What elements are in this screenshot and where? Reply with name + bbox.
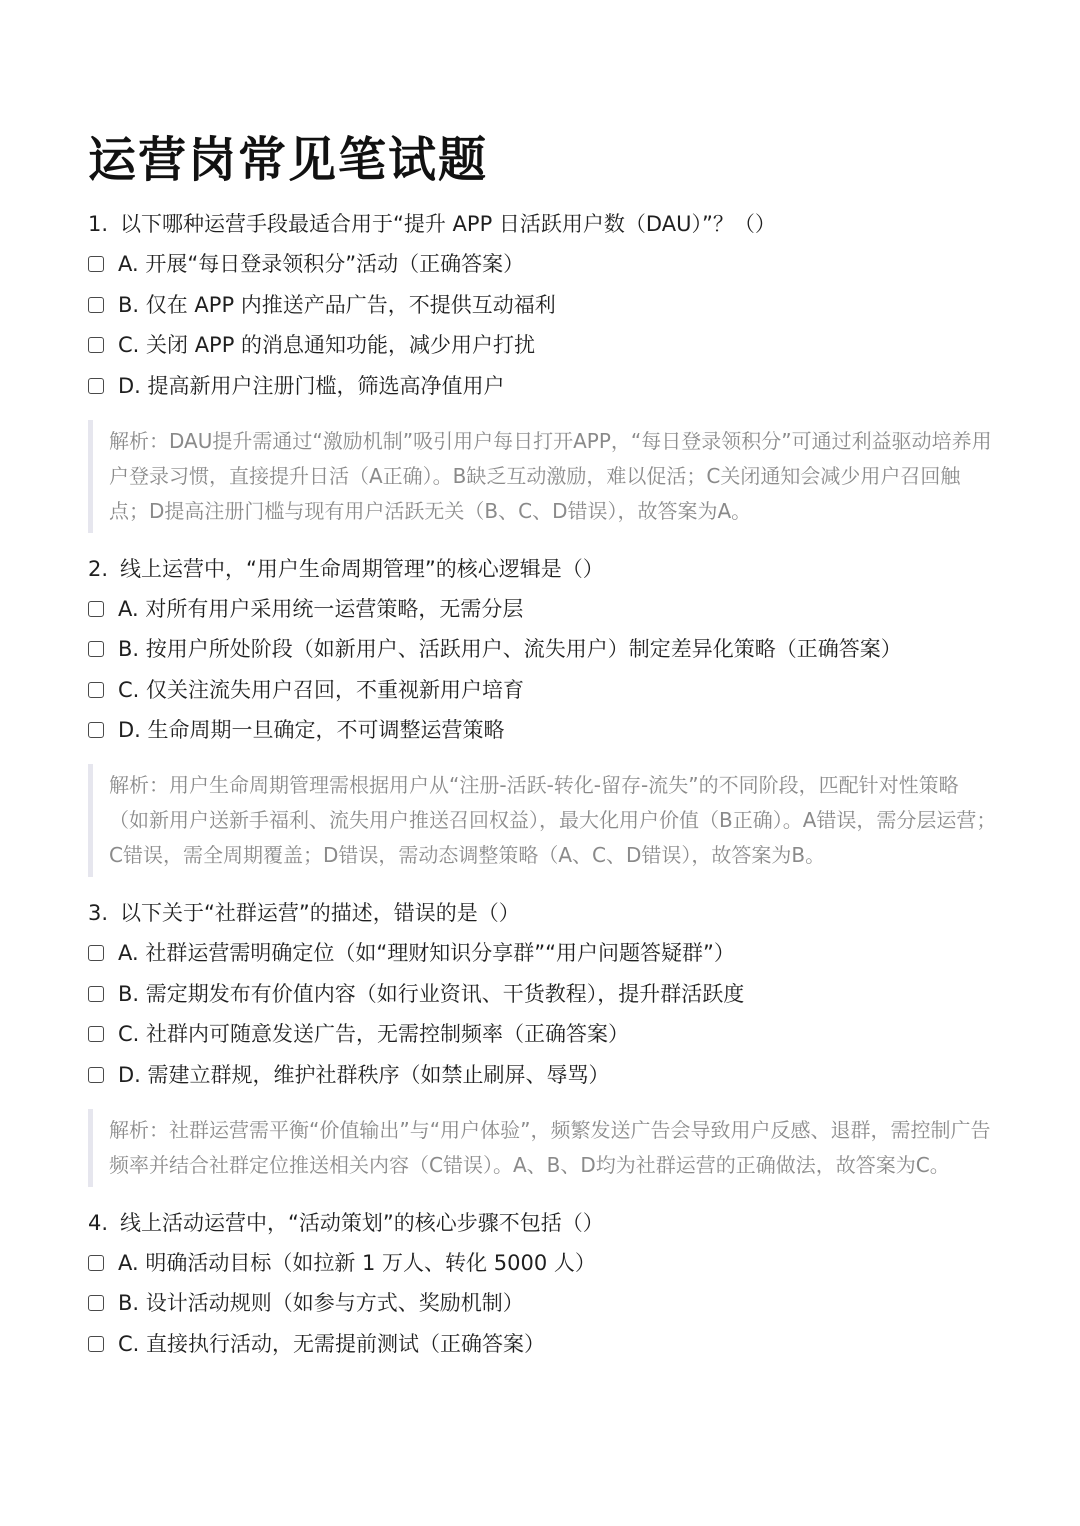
checkbox-icon[interactable] <box>88 1295 104 1311</box>
option-c[interactable] <box>88 676 998 704</box>
checkbox-icon[interactable] <box>88 1336 104 1352</box>
question-stem <box>88 1209 998 1237</box>
page-title: 运营岗常见笔试题 <box>88 132 489 188</box>
option-a[interactable] <box>88 939 998 967</box>
question-stem <box>88 210 998 238</box>
option-label: A. 对所有用户采用统一运营策略，无需分层 <box>118 596 524 621</box>
checkbox-icon[interactable] <box>88 256 104 272</box>
option-c[interactable] <box>88 331 998 359</box>
option-label: C. 关闭 APP 的消息通知功能，减少用户打扰 <box>118 333 536 357</box>
option-a[interactable] <box>88 595 998 623</box>
question-number: 1. <box>88 212 109 236</box>
document-page <box>88 124 998 1370</box>
option-d[interactable] <box>88 1061 998 1089</box>
question-text: 线上运营中，“用户生命周期管理”的核心逻辑是（） <box>120 556 604 581</box>
checkbox-icon[interactable] <box>88 641 104 657</box>
question-4 <box>88 1209 998 1358</box>
option-b[interactable] <box>88 635 998 663</box>
option-label: B. 需定期发布有价值内容（如行业资讯、干货教程），提升群活跃度 <box>118 981 745 1006</box>
option-label: B. 设计活动规则（如参与方式、奖励机制） <box>118 1291 524 1315</box>
option-a[interactable] <box>88 1249 998 1277</box>
question-1 <box>88 210 998 533</box>
analysis-block: 解析：DAU提升需通过“激励机制”吸引用户每日打开APP，“每日登录领积分”可通过利益驱动培养用户登录习惯，直接提升日活（A正确）。B缺乏互动激励，难以促活；C关闭通知会减少用户召回触点；D提高注册门槛与现有用户活跃无关（B、C、D错误），故答案为A。 <box>88 420 998 533</box>
option-label: C. 仅关注流失用户召回，不重视新用户培育 <box>118 677 525 702</box>
checkbox-icon[interactable] <box>88 337 104 353</box>
checkbox-icon[interactable] <box>88 1255 104 1271</box>
checkbox-icon[interactable] <box>88 986 104 1002</box>
analysis-block: 解析：用户生命周期管理需根据用户从“注册-活跃-转化-留存-流失”的不同阶段，匹配针对性策略（如新用户送新手福利、流失用户推送召回权益），最大化用户价值（B正确）。A错误，需分层运营；C错误，需全周期覆盖；D错误，需动态调整策略（A、C、D错误），故答案为B。 <box>88 764 998 877</box>
analysis-block: 解析：社群运营需平衡“价值输出”与“用户体验”，频繁发送广告会导致用户反感、退群，需控制广告频率并结合社群定位推送相关内容（C错误）。A、B、D均为社群运营的正确做法，故答案为C。 <box>88 1109 998 1187</box>
question-text: 以下关于“社群运营”的描述，错误的是（） <box>120 901 520 925</box>
option-label: C. 直接执行活动，无需提前测试（正确答案） <box>118 1331 546 1356</box>
question-number: 3. <box>88 901 109 925</box>
checkbox-icon[interactable] <box>88 378 104 394</box>
checkbox-icon[interactable] <box>88 601 104 617</box>
question-text: 以下哪种运营手段最适合用于“提升 APP 日活跃用户数（DAU）”？（） <box>120 212 776 236</box>
option-a[interactable] <box>88 250 998 278</box>
question-number: 2. <box>88 556 109 581</box>
option-b[interactable] <box>88 980 998 1008</box>
checkbox-icon[interactable] <box>88 682 104 698</box>
question-3 <box>88 899 998 1187</box>
question-number: 4. <box>88 1210 109 1235</box>
option-label: D. 生命周期一旦确定，不可调整运营策略 <box>118 718 505 742</box>
option-label: D. 提高新用户注册门槛，筛选高净值用户 <box>118 373 505 398</box>
option-label: C. 社群内可随意发送广告，无需控制频率（正确答案） <box>118 1022 630 1046</box>
option-c[interactable] <box>88 1020 998 1048</box>
option-d[interactable] <box>88 372 998 400</box>
option-d[interactable] <box>88 716 998 744</box>
checkbox-icon[interactable] <box>88 297 104 313</box>
question-text: 线上活动运营中，“活动策划”的核心步骤不包括（） <box>120 1210 604 1235</box>
option-label: A. 明确活动目标（如拉新 1 万人、转化 5000 人） <box>118 1250 596 1275</box>
option-label: D. 需建立群规，维护社群秩序（如禁止刷屏、辱骂） <box>118 1062 610 1087</box>
option-label: A. 开展“每日登录领积分”活动（正确答案） <box>118 252 525 276</box>
checkbox-icon[interactable] <box>88 1067 104 1083</box>
option-b[interactable] <box>88 1289 998 1317</box>
option-c[interactable] <box>88 1330 998 1358</box>
checkbox-icon[interactable] <box>88 945 104 961</box>
question-stem <box>88 899 998 927</box>
checkbox-icon[interactable] <box>88 1026 104 1042</box>
option-label: B. 按用户所处阶段（如新用户、活跃用户、流失用户）制定差异化策略（正确答案） <box>118 637 902 661</box>
option-b[interactable] <box>88 291 998 319</box>
option-label: A. 社群运营需明确定位（如“理财知识分享群”“用户问题答疑群”） <box>118 941 735 965</box>
checkbox-icon[interactable] <box>88 722 104 738</box>
option-label: B. 仅在 APP 内推送产品广告，不提供互动福利 <box>118 292 556 317</box>
question-2 <box>88 555 998 878</box>
question-stem <box>88 555 998 583</box>
